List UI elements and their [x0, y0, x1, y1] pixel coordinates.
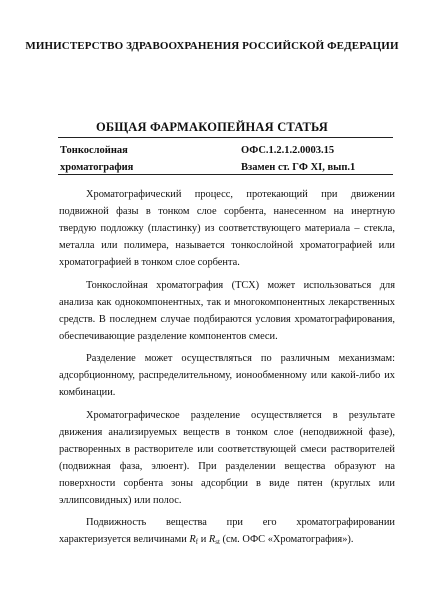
body-paragraph: Тонкослойная хроматография (ТСХ) может использоваться для анализа как однокомпонентных, так и многокомпонентных лекарственных средств. В последнем случае подбираются условия хроматографирования, обеспечивающие разделение компонентов смеси.: [59, 279, 395, 342]
bottom-divider: [58, 174, 393, 175]
article-body: [59, 186, 395, 551]
mobility-text-before: Подвижность вещества при его хроматографировании характеризуется величинами: [59, 517, 395, 545]
mobility-text-after: (см. ОФС «Хроматография»).: [219, 534, 354, 545]
rst-subscript: st: [215, 538, 220, 546]
article-title-line-1: Тонкослойная: [60, 145, 128, 156]
replaces-note: Взамен ст. ГФ XI, вып.1: [241, 162, 356, 173]
body-paragraph: Хроматографический процесс, протекающий при движении подвижной фазы в тонком слое сорбента, нанесенном на инертную твердую подложку (пластинку) из соответствующего материала – стекла, металла или полимера, называется тонкослойной хроматографией или хроматографией в тонком слое сорбента.: [59, 189, 395, 268]
article-title-line-2: хроматография: [60, 162, 134, 173]
ministry-heading: МИНИСТЕРСТВО ЗДРАВООХРАНЕНИЯ РОССИЙСКОЙ ФЕДЕРАЦИИ: [25, 40, 399, 52]
rf-subscript: f: [195, 538, 199, 546]
top-divider: [58, 137, 393, 138]
rst-symbol: R: [208, 534, 216, 545]
body-paragraph-mobility: [59, 514, 395, 551]
body-paragraph: Хроматографическое разделение осуществляется в результате движения анализируемых веществ в тонком слое (неподвижной фазе), растворенных в растворителе или соответствующей смеси растворителей (подвижная фаза, элюент). При разделении вещества образуют на поверхности сорбента зоны адсорбции в виде пятен (круглых или эллипсовидных) или полос.: [59, 409, 395, 506]
article-code-block: [241, 142, 401, 176]
article-title-block: [60, 142, 210, 176]
document-type-heading: ОБЩАЯ ФАРМАКОПЕЙНАЯ СТАТЬЯ: [95, 120, 329, 134]
mobility-conjunction: и: [198, 534, 209, 545]
rf-symbol: R: [189, 534, 196, 545]
body-paragraph: Разделение может осуществляться по различным механизмам: адсорбционному, распределительному, ионообменному или какой-либо их комбинации.: [59, 353, 395, 398]
article-code: ОФС.1.2.1.2.0003.15: [241, 145, 335, 156]
